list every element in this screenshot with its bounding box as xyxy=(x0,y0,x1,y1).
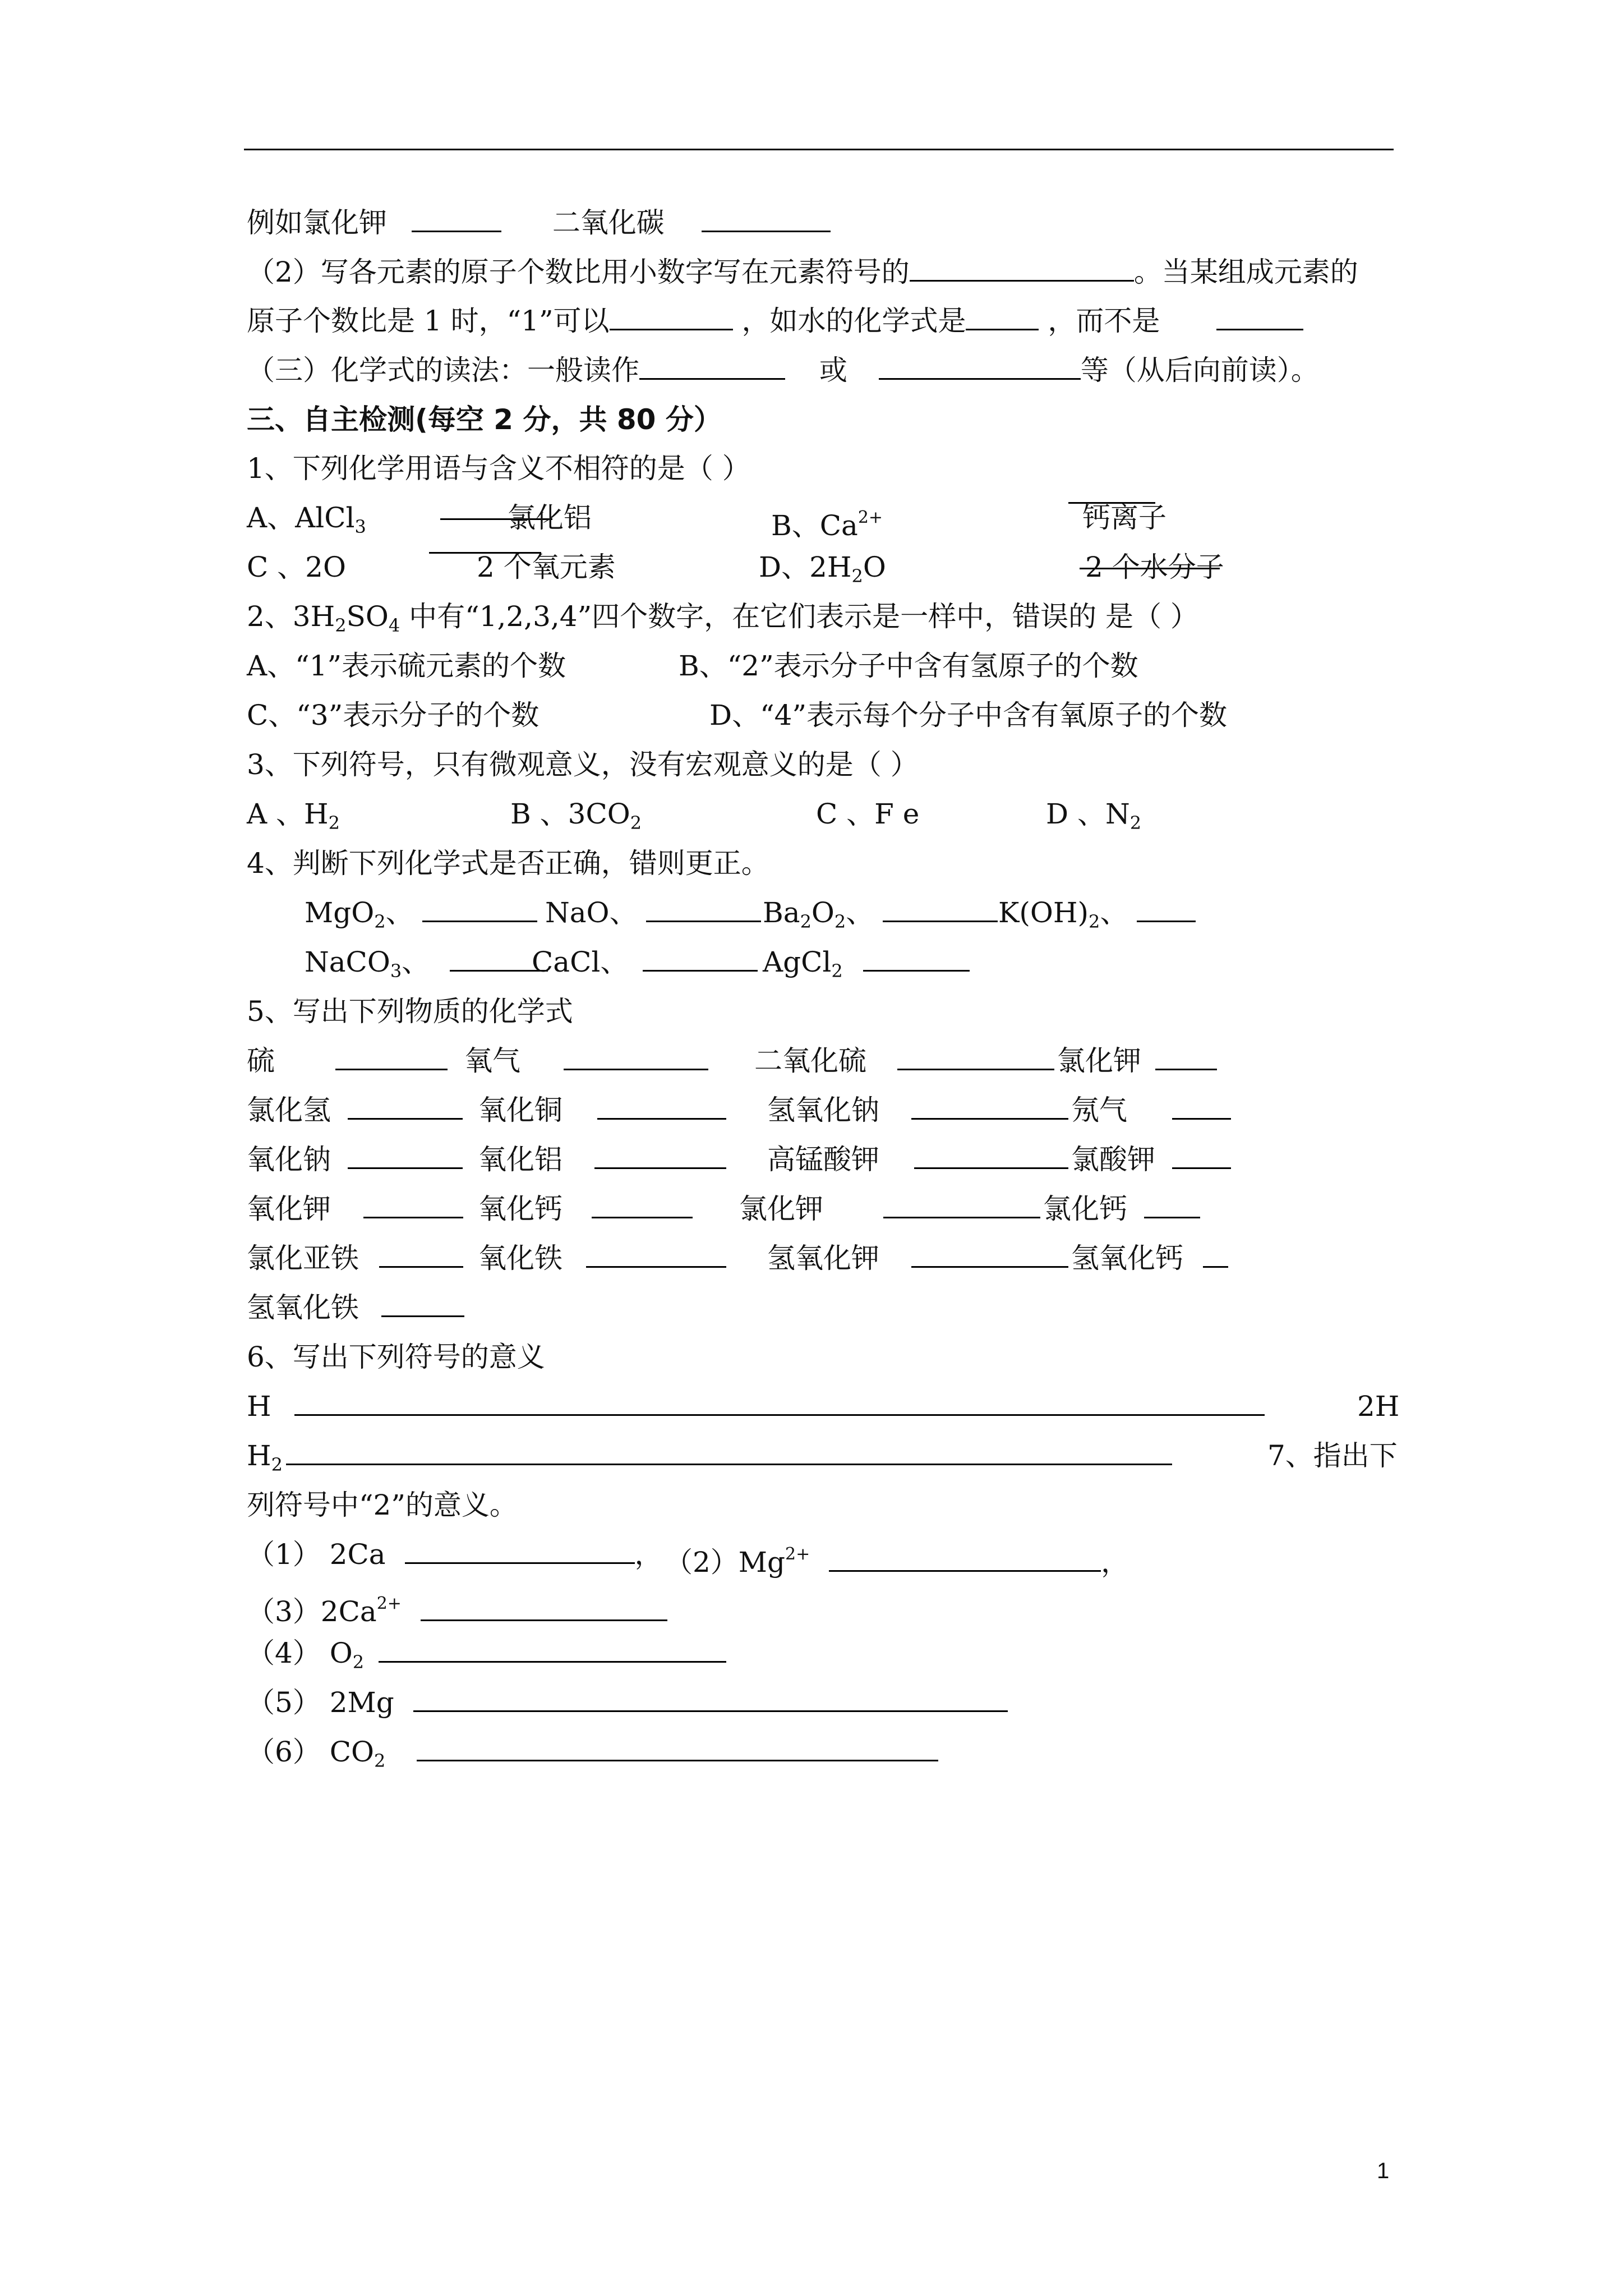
q5-item-caoh2: 氢氧化钙 xyxy=(1071,1242,1183,1274)
q5-item-kclo3: 氯酸钾 xyxy=(1071,1143,1155,1176)
q5-blank-8[interactable] xyxy=(1172,1093,1231,1120)
blank-kcl[interactable] xyxy=(412,206,501,232)
line-reading xyxy=(247,352,1319,388)
blank-water-formula[interactable] xyxy=(966,304,1039,330)
text-not: ，而不是 xyxy=(1048,305,1160,337)
text-or: 或 xyxy=(819,354,847,386)
q7-item-4: （4） $O_2$ xyxy=(247,1635,726,1680)
q5-item-k2o: 氧化钾 xyxy=(247,1193,331,1225)
q5-item-fecl2: 氯化亚铁 xyxy=(247,1242,359,1274)
q4-blank-ba2o2[interactable] xyxy=(883,896,998,922)
q5-item-koh: 氢氧化钾 xyxy=(767,1242,879,1274)
q4-blank-mgo2[interactable] xyxy=(422,896,537,922)
q6-2h-label: 2H xyxy=(1357,1390,1400,1423)
q5-blank-5[interactable] xyxy=(348,1093,463,1120)
q1-option-b-text: 钙离子 xyxy=(1082,501,1166,534)
q5-item-fe2o3: 氧化铁 xyxy=(478,1242,562,1274)
q3-option-d: D 、$N_2$ xyxy=(1046,798,1142,834)
q6-h2-label: $H_2$ xyxy=(247,1439,283,1475)
q7-blank-3[interactable] xyxy=(421,1595,667,1621)
q3-option-a: A 、$H_2$ xyxy=(247,798,340,834)
blank-reading-1[interactable] xyxy=(639,353,785,380)
q5-blank-4[interactable] xyxy=(1155,1044,1217,1070)
q1-option-d-text: 2 个水分子 xyxy=(1085,551,1224,583)
q5-item-feoh3: 氢氧化铁 xyxy=(247,1291,359,1324)
q7-item-2: $(2)Mg^{2+}$ ， xyxy=(665,1544,1129,1579)
q5-item-sulfur: 硫 xyxy=(247,1045,275,1077)
question-5: 5、写出下列物质的化学式 xyxy=(247,995,573,1028)
question-2: 2、$3H_2SO_4$ 中有“1,2,3,4”四个数字，在它们表示是一样中，错误的 是（ ） xyxy=(247,600,1198,636)
q5-item-oxygen: 氧气 xyxy=(464,1045,520,1077)
q6-h-label: H xyxy=(247,1390,271,1423)
q7-blank-1[interactable] xyxy=(405,1538,635,1564)
q3-option-c: C 、F e xyxy=(816,798,920,830)
text-subscript-rule: （2）写各元素的原子个数比用小数字写在元素符号的 xyxy=(247,256,910,288)
q4-ba2o2: $Ba_2O_2$、 xyxy=(763,895,998,940)
q5-item-so2: 二氧化硫 xyxy=(754,1045,866,1077)
q1-option-a-text: 氯化铝 xyxy=(508,501,592,534)
q7-item-1: （1） 2Ca ， xyxy=(247,1538,663,1571)
text-water-formula: ，如水的化学式是 xyxy=(741,305,966,337)
q5-item-kmno4: 高锰酸钾 xyxy=(767,1143,879,1176)
q5-blank-19[interactable] xyxy=(911,1241,1068,1268)
q2-option-c: C、“3”表示分子的个数 xyxy=(247,699,540,731)
blank-reading-2[interactable] xyxy=(879,353,1081,380)
q4-blank-cacl[interactable] xyxy=(643,945,758,972)
q7-blank-4[interactable] xyxy=(379,1636,726,1663)
blank-subscript-position[interactable] xyxy=(910,255,1134,282)
section-self-test: 三、自主检测(每空 2 分，共 80 分） xyxy=(247,403,722,436)
q6-blank-h[interactable] xyxy=(294,1389,1265,1416)
q7-blank-5[interactable] xyxy=(413,1686,1008,1712)
q1-option-d-symbol: D、$2H_2O$ xyxy=(759,551,886,587)
q4-cacl: CaCl、 xyxy=(532,944,758,980)
q5-item-cao: 氧化钙 xyxy=(478,1193,562,1225)
q4-blank-koh2[interactable] xyxy=(1137,896,1196,922)
q5-blank-6[interactable] xyxy=(597,1093,726,1120)
q7-item-5: （5） 2Mg xyxy=(247,1685,1008,1720)
line-example xyxy=(247,205,831,241)
q5-blank-3[interactable] xyxy=(897,1044,1054,1070)
blank-co2[interactable] xyxy=(702,206,831,232)
q5-blank-1[interactable] xyxy=(335,1044,448,1070)
q7-item-6: （6） $CO_2$ xyxy=(247,1734,938,1779)
q4-koh2: $K(OH)_2$、 xyxy=(998,895,1196,940)
q4-naco3: NaCO$_3$、 xyxy=(305,944,548,989)
q4-blank-agcl2[interactable] xyxy=(863,945,970,972)
q2-option-b: B、“2”表示分子中含有氢原子的个数 xyxy=(679,650,1138,682)
q2-option-d: D、“4”表示每个分子中含有氧原子的个数 xyxy=(709,699,1228,731)
q7-blank-2[interactable] xyxy=(829,1545,1101,1572)
q1-option-b-symbol: B、$Ca^{2+}$ xyxy=(771,508,883,542)
question-7-cont: 列符号中“2”的意义。 xyxy=(247,1489,518,1521)
q5-blank-15[interactable] xyxy=(883,1192,1040,1218)
blank-not-formula[interactable] xyxy=(1216,304,1303,330)
question-6: 6、写出下列符号的意义 xyxy=(247,1341,545,1373)
q4-blank-nao[interactable] xyxy=(646,896,761,922)
q1-option-c-text: 2 个氧元素 xyxy=(477,551,616,583)
question-7-start: 7、指出下 xyxy=(1267,1439,1398,1472)
q7-item-3: $(3)2Ca^{2+}$ xyxy=(247,1586,667,1630)
line-one-omitted xyxy=(247,303,1303,339)
q5-blank-16[interactable] xyxy=(1144,1192,1200,1218)
text-one-omitted: 原子个数比是 1 时，“1”可以 xyxy=(247,305,610,337)
q2-option-a: A、“1”表示硫元素的个数 xyxy=(247,650,566,682)
q5-blank-17[interactable] xyxy=(379,1241,463,1268)
q3-option-b: B 、$3CO_2$ xyxy=(510,798,642,834)
text-co2: 二氧化碳 xyxy=(552,206,665,239)
q5-blank-12[interactable] xyxy=(1172,1143,1231,1169)
q5-item-naoh: 氢氧化钠 xyxy=(767,1094,879,1126)
q5-blank-11[interactable] xyxy=(914,1143,1068,1169)
q5-item-al2o3: 氧化铝 xyxy=(478,1143,562,1176)
question-4: 4、判断下列化学式是否正确，错则更正。 xyxy=(247,847,769,880)
question-1: 1、下列化学用语与含义不相符的是（ ） xyxy=(247,452,750,485)
q5-item-cacl2: 氯化钙 xyxy=(1043,1193,1127,1225)
q5-item-kcl-2: 氯化钾 xyxy=(739,1193,823,1225)
q5-blank-21[interactable] xyxy=(381,1291,464,1317)
q5-blank-20[interactable] xyxy=(1203,1241,1228,1268)
q5-item-kcl: 氯化钾 xyxy=(1057,1045,1141,1077)
header-rule xyxy=(244,149,1394,150)
q5-blank-13[interactable] xyxy=(363,1192,463,1218)
text-reading-end: 等（从后向前读）。 xyxy=(1080,354,1319,386)
text-example-kcl: 例如氯化钾 xyxy=(247,206,387,239)
q6-blank-h2[interactable] xyxy=(286,1439,1172,1465)
q5-item-neon: 氖气 xyxy=(1071,1094,1127,1126)
q4-agcl2: AgCl$_2$ xyxy=(763,944,970,989)
q5-blank-10[interactable] xyxy=(594,1143,726,1169)
question-3: 3、下列符号，只有微观意义，没有宏观意义的是（ ） xyxy=(247,748,919,781)
q4-row-1: MgO$_2$、 xyxy=(305,895,537,940)
q5-blank-9[interactable] xyxy=(348,1143,463,1169)
q5-blank-7[interactable] xyxy=(911,1093,1068,1120)
q5-blank-2[interactable] xyxy=(564,1044,708,1070)
q5-blank-18[interactable] xyxy=(586,1241,726,1268)
q5-item-hcl: 氯化氢 xyxy=(247,1094,331,1126)
q7-blank-6[interactable] xyxy=(417,1735,938,1761)
q4-nao: NaO、 xyxy=(545,895,761,931)
q1-option-c-symbol: C 、2O xyxy=(247,551,346,583)
line-subscript-rule xyxy=(247,254,1358,290)
q5-item-na2o: 氧化钠 xyxy=(247,1143,331,1176)
q1-option-a-symbol: A、AlCl$_3$ xyxy=(247,501,366,537)
blank-one-omitted[interactable] xyxy=(610,304,733,330)
text-subscript-rule-end: 。当某组成元素的 xyxy=(1133,256,1358,288)
q5-item-cuo: 氧化铜 xyxy=(478,1094,562,1126)
q5-blank-14[interactable] xyxy=(592,1192,693,1218)
page-number: 1 xyxy=(1377,2159,1390,2183)
text-reading: （三）化学式的读法：一般读作 xyxy=(247,354,639,386)
